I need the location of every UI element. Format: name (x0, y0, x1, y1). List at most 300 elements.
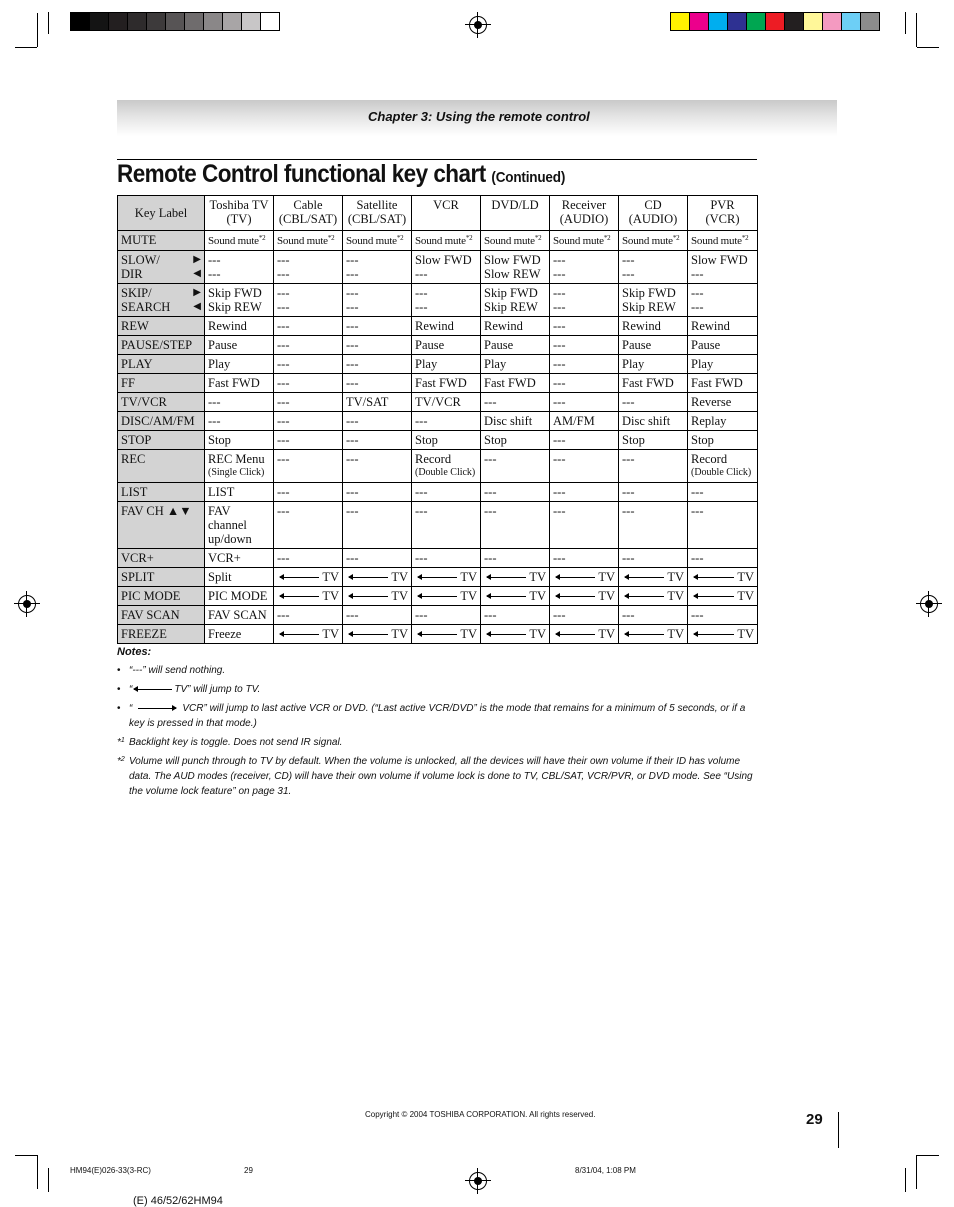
table-cell (619, 251, 688, 284)
table-row (118, 412, 758, 431)
color-swatch (241, 12, 261, 31)
cell-line: Split (208, 570, 232, 584)
key-label-cell (118, 587, 205, 606)
key-label: SLOW/ (121, 253, 160, 267)
footnote-ref: *2 (465, 234, 473, 242)
tv-arrow (415, 570, 477, 584)
table-cell (688, 549, 758, 568)
cell-line: --- (346, 376, 359, 390)
tv-arrow (484, 627, 546, 641)
crop-mark (48, 1168, 49, 1192)
tv-label: TV (667, 570, 684, 584)
cell-line: --- (691, 267, 704, 281)
table-cell (550, 355, 619, 374)
table-cell (619, 606, 688, 625)
table-cell (205, 336, 274, 355)
cell-line: Record (691, 452, 728, 466)
cell-line: --- (277, 485, 290, 499)
table-row (118, 284, 758, 317)
table-cell (550, 606, 619, 625)
tv-arrow (622, 589, 684, 603)
column-header (343, 196, 412, 231)
cell-line: Slow REW (484, 267, 541, 281)
left-arrow-icon (625, 577, 664, 578)
note-text: TV” will jump to TV. (174, 684, 261, 695)
table-cell (343, 587, 412, 606)
key-label-cell (118, 317, 205, 336)
key-label-cell (118, 606, 205, 625)
registration-mark-icon (920, 595, 938, 613)
table-cell (412, 502, 481, 549)
notes-section (117, 645, 762, 803)
table-cell (205, 606, 274, 625)
table-cell (412, 587, 481, 606)
key-label-cell (118, 393, 205, 412)
table-cell (481, 231, 550, 251)
color-swatch (222, 12, 242, 31)
page-title (117, 160, 565, 189)
column-header-line: Toshiba TV (209, 198, 269, 212)
cell-line: --- (553, 286, 566, 300)
table-cell (550, 450, 619, 483)
cell-line: --- (277, 414, 290, 428)
left-arrow-icon (487, 596, 526, 597)
cell-line: --- (553, 485, 566, 499)
crop-mark (48, 12, 49, 34)
table-cell (205, 502, 274, 549)
table-cell (619, 412, 688, 431)
tv-arrow (277, 570, 339, 584)
cell-line: --- (208, 414, 221, 428)
cell-line: Reverse (691, 395, 732, 409)
copyright: Copyright © 2004 TOSHIBA CORPORATION. All rights reserved. (365, 1110, 596, 1119)
tv-label: TV (460, 589, 477, 603)
table-cell (550, 549, 619, 568)
tv-label: TV (737, 589, 754, 603)
color-swatch (708, 12, 728, 31)
cell-line: --- (346, 253, 359, 267)
bullet: • (117, 684, 121, 695)
color-swatch (803, 12, 823, 31)
key-label: SEARCH (121, 300, 171, 314)
tv-label: TV (322, 589, 339, 603)
table-cell (274, 231, 343, 251)
left-arrow-icon (556, 634, 595, 635)
table-cell (550, 431, 619, 450)
table-cell (343, 502, 412, 549)
table-cell (688, 251, 758, 284)
key-label: REW (121, 319, 149, 333)
table-row (118, 251, 758, 284)
tv-label: TV (667, 589, 684, 603)
key-label: PLAY (121, 357, 153, 371)
table-cell (343, 336, 412, 355)
cell-line: --- (484, 608, 497, 622)
column-header-line: (CBL/SAT) (278, 212, 338, 226)
table-cell (481, 568, 550, 587)
sound-mute-text: Sound mute$^{*2}$ (415, 234, 473, 247)
cell-line: --- (346, 286, 359, 300)
cell-line: --- (277, 608, 290, 622)
color-swatch (746, 12, 766, 31)
cell-line: Pause (622, 338, 652, 352)
key-label: FAV CH ▲▼ (121, 504, 192, 518)
left-arrow-icon (418, 596, 457, 597)
cell-line: VCR+ (208, 551, 241, 565)
table-cell (274, 502, 343, 549)
cell-line: --- (277, 300, 290, 314)
cell-line: --- (277, 551, 290, 565)
table-cell (481, 431, 550, 450)
cell-line: --- (622, 452, 635, 466)
cell-line: --- (346, 357, 359, 371)
table-cell (481, 374, 550, 393)
color-swatch (860, 12, 880, 31)
cell-line: --- (415, 414, 428, 428)
table-cell (205, 625, 274, 644)
column-header (688, 196, 758, 231)
table-row (118, 450, 758, 483)
cell-line: --- (484, 504, 497, 518)
table-cell (688, 450, 758, 483)
cell-line: --- (691, 286, 704, 300)
cell-line: --- (553, 376, 566, 390)
left-arrow-icon (694, 634, 734, 635)
cell-line: Skip REW (208, 300, 262, 314)
key-label-cell (118, 431, 205, 450)
cell-line: --- (346, 608, 359, 622)
cell-line: Stop (415, 433, 438, 447)
table-cell (481, 483, 550, 502)
table-cell (205, 231, 274, 251)
key-label: FREEZE (121, 627, 167, 641)
cell-line: --- (415, 551, 428, 565)
cell-line: --- (346, 338, 359, 352)
cell-line: --- (277, 253, 290, 267)
cell-line: --- (346, 452, 359, 466)
tv-label: TV (460, 570, 477, 584)
left-arrow-icon (625, 634, 664, 635)
column-header (550, 196, 619, 231)
table-cell (343, 317, 412, 336)
table-cell (343, 231, 412, 251)
note-open-quote: “ (129, 684, 133, 695)
table-cell (274, 374, 343, 393)
table-cell (688, 231, 758, 251)
tv-label: TV (322, 627, 339, 641)
left-arrow-icon (349, 577, 388, 578)
table-cell (688, 502, 758, 549)
left-arrow-icon (418, 634, 457, 635)
column-header-line: (AUDIO) (628, 212, 678, 226)
table-cell (688, 431, 758, 450)
registration-mark-icon (469, 16, 487, 34)
table-cell (412, 549, 481, 568)
crop-mark (37, 1155, 38, 1189)
table-cell (619, 431, 688, 450)
cell-line: Pause (208, 338, 238, 352)
table-cell (274, 450, 343, 483)
key-label: LIST (121, 485, 148, 499)
tv-label: TV (598, 627, 615, 641)
cell-line: --- (415, 608, 428, 622)
table-cell (205, 355, 274, 374)
key-label-line (121, 376, 201, 390)
table-cell (550, 284, 619, 317)
tv-arrow (622, 627, 684, 641)
column-header-line: Key Label (134, 206, 188, 220)
left-arrow-icon (349, 634, 388, 635)
column-header-line: Satellite (356, 198, 398, 212)
table-cell (688, 625, 758, 644)
key-label: FAV SCAN (121, 608, 180, 622)
column-header-line: PVR (710, 198, 735, 212)
cell-line: --- (691, 551, 704, 565)
cell-line: --- (622, 504, 635, 518)
cell-line: Record (415, 452, 452, 466)
table-cell (688, 412, 758, 431)
key-label-cell (118, 355, 205, 374)
table-cell (619, 284, 688, 317)
cell-line: FAV SCAN (208, 608, 267, 622)
footnote-mark: *$^2$ (117, 756, 125, 767)
sound-mute-text: Sound mute$^{*2}$ (208, 234, 266, 247)
table-cell (205, 431, 274, 450)
cell-line: --- (208, 267, 221, 281)
footnote-ref: *2 (741, 234, 749, 242)
cell-line: Slow FWD (415, 253, 472, 267)
cell-line: Pause (415, 338, 445, 352)
table-cell (274, 483, 343, 502)
key-label-line (121, 504, 201, 518)
table-cell (688, 374, 758, 393)
cell-line: --- (208, 253, 221, 267)
table-cell (412, 431, 481, 450)
table-cell (274, 336, 343, 355)
table-cell (343, 431, 412, 450)
cell-line: --- (622, 551, 635, 565)
tv-arrow (346, 589, 408, 603)
table-cell (343, 374, 412, 393)
table-cell (412, 317, 481, 336)
cell-line: --- (415, 267, 428, 281)
key-label: DISC/AM/FM (121, 414, 195, 428)
key-label-line (121, 433, 201, 447)
color-swatch (784, 12, 804, 31)
cell-line: Play (484, 357, 507, 371)
cell-line: --- (691, 300, 704, 314)
cell-line: Skip FWD (484, 286, 538, 300)
cell-line: Rewind (691, 319, 730, 333)
cell-line: Pause (691, 338, 721, 352)
crop-mark (15, 1155, 37, 1156)
table-cell (481, 450, 550, 483)
color-swatch (108, 12, 128, 31)
cell-line: --- (553, 452, 566, 466)
key-label-cell (118, 231, 205, 251)
left-arrow-icon (556, 577, 595, 578)
table-cell (481, 251, 550, 284)
crop-mark (37, 13, 38, 47)
key-label-line (121, 286, 201, 300)
note-open-quote: “ (129, 703, 133, 714)
cell-line: Skip FWD (622, 286, 676, 300)
cell-line: REC Menu (208, 452, 265, 466)
bullet: • (117, 665, 121, 676)
table-cell (619, 450, 688, 483)
cell-line: --- (553, 319, 566, 333)
note-text: “---” will send nothing. (129, 665, 226, 676)
cell-line: Fast FWD (691, 376, 743, 390)
table-cell (205, 549, 274, 568)
cell-line: --- (691, 485, 704, 499)
cell-line: Fast FWD (415, 376, 467, 390)
left-arrow-icon (134, 689, 172, 690)
registration-mark-icon (18, 595, 36, 613)
table-cell (619, 231, 688, 251)
table-cell (619, 393, 688, 412)
cell-line: Disc shift (484, 414, 533, 428)
table-cell (412, 374, 481, 393)
note-text: VCR” will jump to last active VCR or DVD. (“Last active VCR/DVD” is the mode that remains for a minimum of 5 seconds, or if a key is pressed in that mode.) (129, 703, 746, 729)
table-cell (274, 587, 343, 606)
key-label-line (121, 338, 201, 352)
tv-arrow (415, 589, 477, 603)
left-arrow-icon (280, 577, 319, 578)
left-arrow-icon (349, 596, 388, 597)
cell-line: LIST (208, 485, 235, 499)
cell-line: Play (691, 357, 714, 371)
left-arrow-icon (556, 596, 595, 597)
table-cell (412, 393, 481, 412)
chapter-title: Chapter 3: Using the remote control (368, 109, 590, 124)
color-swatch (765, 12, 785, 31)
key-label-cell (118, 374, 205, 393)
table-cell (481, 317, 550, 336)
tv-arrow (277, 589, 339, 603)
tv-label: TV (737, 627, 754, 641)
table-cell (619, 502, 688, 549)
key-label-cell (118, 625, 205, 644)
table-cell (481, 502, 550, 549)
table-cell (343, 393, 412, 412)
tv-label: TV (529, 589, 546, 603)
cell-line: Pause (484, 338, 514, 352)
column-header (205, 196, 274, 231)
tv-arrow (553, 570, 615, 584)
tv-label: TV (598, 589, 615, 603)
cell-line: --- (484, 551, 497, 565)
left-arrow-icon (487, 634, 526, 635)
play-arrow-icon: ▶ (193, 287, 201, 298)
right-arrow-icon (138, 708, 176, 709)
table-cell (619, 568, 688, 587)
key-label-line (121, 414, 201, 428)
table-row (118, 625, 758, 644)
tv-label: TV (737, 570, 754, 584)
table-row (118, 549, 758, 568)
table-cell (550, 625, 619, 644)
table-cell (343, 568, 412, 587)
note-item (117, 663, 762, 678)
color-swatch (184, 12, 204, 31)
key-label-line (121, 319, 201, 333)
registration-mark-icon (469, 1172, 487, 1190)
cell-line: --- (277, 319, 290, 333)
column-header-line: (CBL/SAT) (347, 212, 407, 226)
table-cell (550, 231, 619, 251)
cell-line: Freeze (208, 627, 242, 641)
cell-line: Fast FWD (208, 376, 260, 390)
footnote-ref: *2 (396, 234, 404, 242)
play-arrow-icon: ▶ (193, 254, 201, 265)
footnote-mark: *$^1$ (117, 737, 125, 748)
cell-line: --- (277, 504, 290, 518)
column-header-line: VCR (433, 198, 459, 212)
cell-line: Play (415, 357, 438, 371)
table-cell (205, 587, 274, 606)
tv-arrow (346, 627, 408, 641)
left-arrow-icon (625, 596, 664, 597)
table-cell (619, 317, 688, 336)
table-cell (550, 251, 619, 284)
key-label-line (121, 300, 201, 314)
cell-line: --- (622, 395, 635, 409)
color-swatch (203, 12, 223, 31)
page-number-rule (838, 1112, 839, 1148)
key-label: FF (121, 376, 135, 390)
table-cell (481, 587, 550, 606)
color-swatch (841, 12, 861, 31)
key-label: SPLIT (121, 570, 155, 584)
key-label-cell (118, 483, 205, 502)
cell-line: TV/SAT (346, 395, 389, 409)
bullet: • (117, 703, 121, 714)
table-cell (343, 251, 412, 284)
table-cell (412, 231, 481, 251)
cell-line: --- (415, 286, 428, 300)
table-cell (205, 317, 274, 336)
column-header-line: (AUDIO) (559, 212, 609, 226)
footnote-ref: *2 (258, 234, 266, 242)
table-cell (619, 483, 688, 502)
chapter-banner (117, 100, 837, 136)
footer-date: 8/31/04, 1:08 PM (575, 1166, 636, 1175)
table-cell (481, 625, 550, 644)
table-cell (550, 568, 619, 587)
cell-line: --- (553, 300, 566, 314)
table-cell (550, 587, 619, 606)
sound-mute-text: Sound mute$^{*2}$ (346, 234, 404, 247)
key-label-line (121, 485, 201, 499)
table-cell (619, 374, 688, 393)
table-cell (274, 251, 343, 284)
tv-arrow (277, 627, 339, 641)
footer-filename: HM94(E)026-33(3-RC) (70, 1166, 151, 1175)
crop-mark (917, 1155, 939, 1156)
tv-label: TV (391, 627, 408, 641)
cell-line: up/down (208, 532, 252, 546)
color-swatch (727, 12, 747, 31)
cell-line: Fast FWD (484, 376, 536, 390)
table-cell (343, 549, 412, 568)
tv-arrow (691, 627, 754, 641)
key-label-line (121, 551, 201, 565)
notes-heading: Notes: (117, 646, 152, 658)
table-cell (550, 483, 619, 502)
color-swatch (165, 12, 185, 31)
crop-mark (905, 12, 906, 34)
